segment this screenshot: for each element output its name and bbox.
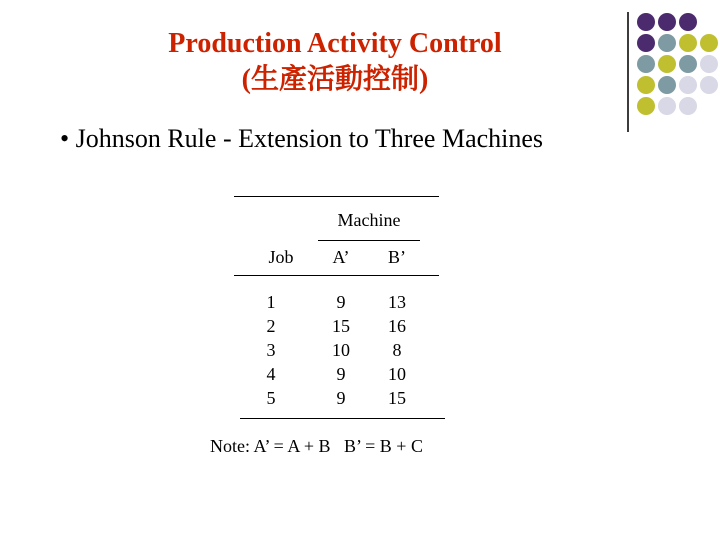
table-cell: 1 (266, 292, 276, 312)
table-cell: 5 (266, 388, 276, 408)
decor-dot (637, 76, 655, 94)
decor-dot (679, 76, 697, 94)
table-cell: 8 (392, 340, 402, 360)
note-text: Note: A’ = A + B B’ = B + C (210, 436, 423, 456)
decor-dot (658, 55, 676, 73)
decor-dot (658, 34, 676, 52)
table-bottom-rule (240, 418, 445, 419)
bullet-text: • Johnson Rule - Extension to Three Machines (60, 124, 544, 153)
decor-dot (637, 55, 655, 73)
decor-divider (627, 12, 629, 132)
col-header-a: A’ (332, 247, 350, 267)
machine-header: Machine (337, 210, 401, 230)
header-rule (234, 275, 439, 276)
decor-dot (658, 13, 676, 31)
table-cell: 9 (336, 292, 346, 312)
table-cell: 2 (266, 316, 276, 336)
table-top-rule (234, 196, 439, 197)
col-header-b: B’ (388, 247, 406, 267)
decor-dot (679, 34, 697, 52)
decor-dot (658, 97, 676, 115)
decor-dot (700, 76, 718, 94)
table-cell: 15 (388, 388, 406, 408)
table-cell: 13 (388, 292, 406, 312)
decor-dot (637, 97, 655, 115)
table-cell: 16 (388, 316, 406, 336)
decor-dot (700, 34, 718, 52)
table-cell: 10 (332, 340, 350, 360)
decor-dot (679, 13, 697, 31)
decor-dot (658, 76, 676, 94)
table-cell: 4 (266, 364, 276, 384)
slide-title (60, 26, 610, 98)
decor-dot (637, 13, 655, 31)
table-cell: 3 (266, 340, 276, 360)
col-header-job: Job (268, 247, 294, 267)
decor-dot (679, 97, 697, 115)
table-cell: 10 (388, 364, 406, 384)
table-cell: 9 (336, 388, 346, 408)
title-line-1: Production Activity Control (168, 28, 502, 59)
decor-dot (679, 55, 697, 73)
title-line-2: (生產活動控制) (241, 64, 429, 95)
table-cell: 9 (336, 364, 346, 384)
decor-dot-grid (636, 12, 720, 122)
table-cell: 15 (332, 316, 350, 336)
decor-dot (700, 55, 718, 73)
machine-underline (318, 240, 420, 241)
decor-dot (637, 34, 655, 52)
